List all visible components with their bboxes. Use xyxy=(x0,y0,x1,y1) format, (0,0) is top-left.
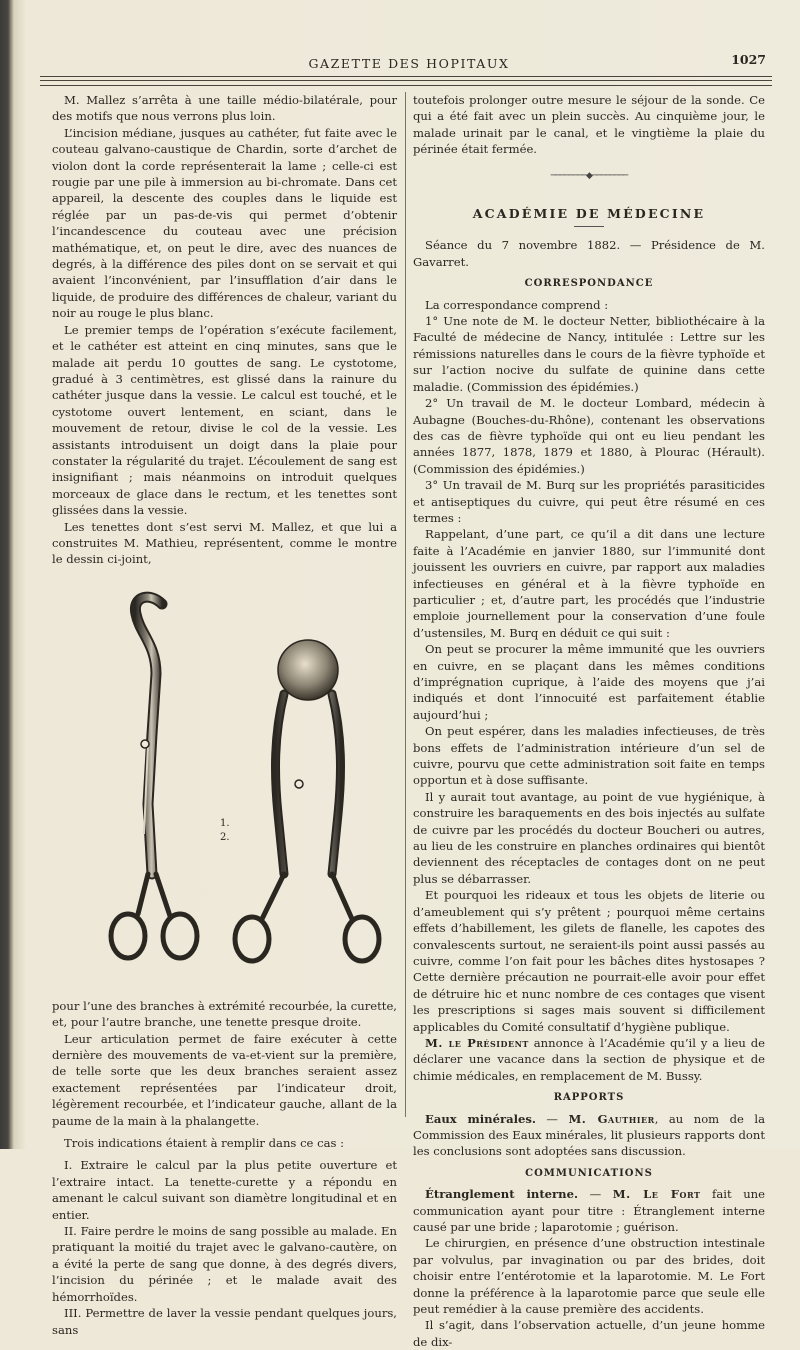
paragraph: Trois indications étaient à remplir dans ce cas : xyxy=(64,1136,345,1151)
paragraph: Eaux minérales. — M. Gauthier, au nom de la Commission des Eaux minérales, lit plusieurs rapports dont les conclusions sont adoptées sans discussion. xyxy=(413,1111,766,1159)
seance-line: Séance du 7 novembre 1882. — Présidence de M. Gavarret. xyxy=(413,238,765,269)
paragraph: L’incision médiane, jusques au cathéter, fut faite avec le couteau galvano-caustique de Chardin, sorte d’archet de violon dont la corde représenterait la lame ; celle-ci est rougie par une pile à immersion au bi-chromate. Dans cet appareil, la descente des couples dans le liquide est réglée par un pas-de-vis qui permet d’obtenir l’incandescence du couteau avec une précision mathématique, et, on peut le dire, avec des nuances de degrés, à la différence des piles dont on se servait et qui avaient l’inconvénient, par l’insufflation d’air dans le liquide, de produire des différences de chaleur, variant du noir au rouge le plus blanc. xyxy=(52,125,397,321)
subsection-title: COMMUNICATIONS xyxy=(525,1167,653,1179)
paragraph: Le premier temps de l’opération s’exécute facilement, et le cathéter est atteint en cinq minutes, sans que le malade ait perdu 10 gouttes de sang. Le cystotome, gradué à 3 centimètres, est glissé dans la rainure du cathéter jusque dans la vessie. Le calcul est touché, et le cystotome ouvert lentement, en sciant, dans le mouvement de retour, divise le col de la vessie. Les assistants introduisent un doigt dans la plaie pour constater la régularité du trajet. L’écoulement de sang est insignifiant ; mais néanmoins on introduit quelques morceaux de glace dans le rectum, et les tenettes sont glissées dans la vessie. xyxy=(52,322,397,518)
right-column xyxy=(413,92,765,1350)
paragraph: La correspondance comprend : xyxy=(425,297,609,312)
topic-title: Eaux minérales. xyxy=(425,1111,536,1126)
paragraph: 3° Un travail de M. Burq sur les propriétés parasiticides et antiseptiques du cuivre, qui peut être résumé en ces termes : xyxy=(413,478,765,525)
forceps-drawing xyxy=(52,574,397,994)
tenette-forceps xyxy=(235,640,379,961)
paragraph: Rappelant, d’une part, ce qu’il a dit dans une lecture faite à l’Académie en janvier 1880, sur l’immunité dont jouissent les ouvriers en cuivre, par rapport aux maladies infectieuses en général et à la fièvre typhoïde en particulier ; et, d’autre part, les procédés que l’industrie emploie journellement pour la conservation d’une foule d’ustensiles, M. Burq en déduit ce qui suit : xyxy=(413,527,765,640)
paragraph: Les tenettes dont s’est servi M. Mallez, et que lui a construites M. Mathieu, représentent, comme le montre le dessin ci-joint, xyxy=(52,519,397,567)
column-divider xyxy=(405,92,406,1117)
paragraph: Et pourquoi les rideaux et tous les objets de literie ou d’ameublement qui s’y prêtent ; pourquoi même certains effets d’habillement, les gilets de flanelle, les capotes des convalescents surtout, ne seraient-ils point aussi passés au cuivre, comme l’on fait pour les bâches dites hystosapes ? Cette dernière précaution ne pourrait-elle avoir pour effet de détruire hic et nunc nombre de ces contages que visent les prescriptions si sages mais souvent si difficilement applicables du Comité consultatif d’hygiène publique. xyxy=(413,888,765,1034)
speaker-name: M. le Président xyxy=(425,1035,529,1050)
header-rule xyxy=(40,80,772,81)
paragraph: M. le Président annonce à l’Académie qu’il y a lieu de déclarer une vacance dans la section de physique et de chimie médicales, en remplacement de M. Bussy. xyxy=(413,1035,765,1083)
figure-label: 2. xyxy=(220,831,230,843)
paragraph: Le chirurgien, en présence d’une obstruction intestinale par volvulus, par invagination ou par des brides, doit choisir entre l’entérotomie et la laparotomie. M. Le Fort donne la préférence à la laparotomie parce que seule elle peut remédier à la cause première des accidents. xyxy=(413,1236,765,1317)
paragraph: 1° Une note de M. le docteur Netter, bibliothécaire à la Faculté de médecine de Nancy, intitulée : Lettre sur les rémissions naturelles dans le cours de la fièvre typhoïde et sur l’action nocive du sulfate de quinine dans cette maladie. (Commission des épidémies.) xyxy=(413,314,765,394)
paragraph: Il s’agit, dans l’observation actuelle, d’un jeune homme de dix- xyxy=(413,1318,765,1349)
header-rule xyxy=(40,76,772,77)
paragraph: I. Extraire le calcul par la plus petite ouverture et l’extraire intact. La tenette-curette y a répondu en amenant le calcul suivant son diamètre longitudinal et en entier. xyxy=(52,1158,397,1222)
paragraph: pour l’une des branches à extrémité recourbée, la curette, et, pour l’autre branche, une tenette presque droite. xyxy=(52,998,397,1030)
page-number: 1027 xyxy=(731,52,766,67)
paragraph: II. Faire perdre le moins de sang possible au malade. En pratiquant la moitié du trajet avec le galvano-cautère, on a évité la perte de sang que donne, à des degrés divers, l’incision du périnée ; et le malade avait des hémorrhoïdes. xyxy=(52,1224,397,1304)
subsection-title: CORRESPONDANCE xyxy=(524,278,654,290)
calculus-stone xyxy=(278,640,338,700)
paragraph: III. Permettre de laver la vessie pendant quelques jours, sans xyxy=(52,1306,397,1337)
title-rule xyxy=(574,226,604,227)
paragraph: M. Mallez s’arrêta à une taille médio-bilatérale, pour des motifs que nous verrons plus loin. xyxy=(52,93,397,124)
forceps-illustration xyxy=(52,574,397,994)
speaker-name: M. Gauthier xyxy=(568,1111,655,1126)
paragraph: On peut espérer, dans les maladies infectieuses, de très bons effets de l’administration intérieure d’un sel de cuivre, pourvu que cette administration soit faite en temps opportun et à dose suffisante. xyxy=(413,724,765,788)
curette-forceps xyxy=(111,597,197,958)
ornament-divider: ────────◆──────── xyxy=(550,170,628,181)
figure-label: 1. xyxy=(220,817,230,829)
paragraph: 2° Un travail de M. le docteur Lombard, médecin à Aubagne (Bouches-du-Rhône), contenant les observations des cas de fièvre typhoïde qui ont eu lieu pendant les années 1877, 1878, 1879 et 1880, à Plourac (Hérault). (Commission des épidémies.) xyxy=(413,396,765,476)
speaker-name: M. Le Fort xyxy=(612,1187,701,1202)
paragraph: On peut se procurer la même immunité que les ouvriers en cuivre, en se plaçant dans les mêmes conditions d’imprégnation cuprique, à l’aide des moyens que j’ai indiqués et dont l’innocuité est parfaitement établie aujourd’hui ; xyxy=(413,642,765,722)
paragraph: Étranglement interne. — M. Le Fort fait une communication ayant pour titre : Étranglement interne causé par une bride ; laparotomie ; guérison. xyxy=(413,1187,766,1234)
paragraph: Leur articulation permet de faire exécuter à cette dernière des mouvements de va-et-vient sur la première, de telle sorte que les deux branches seraient assez exactement représentées par l’indicateur droit, légèrement recourbée, et l’indicateur gauche, allant de la paume de la main à la phalangette. xyxy=(52,1031,397,1128)
header-rule xyxy=(40,85,772,86)
subsection-title: RAPPORTS xyxy=(553,1092,625,1104)
paragraph: toutefois prolonger outre mesure le séjour de la sonde. Ce qui a été fait avec un plein succès. Au cinquième jour, le malade urinait par le canal, et le vingtième la plaie du périnée était fermée. xyxy=(413,93,765,157)
paragraph: Il y aurait tout avantage, au point de vue hygiénique, à construire les baraquements en des bois injectés au sulfate de cuivre par les procédés du docteur Boucheri ou autres, au lieu de les construire en planches ordinaires qui bientôt deviennent des réceptacles de contages dont on ne peut plus se débarrasser. xyxy=(413,789,765,886)
page-header xyxy=(48,52,770,74)
left-column xyxy=(52,92,397,1338)
section-title: ACADÉMIE DE MÉDECINE xyxy=(472,206,706,222)
journal-title: GAZETTE DES HOPITAUX xyxy=(308,56,510,71)
topic-title: Étranglement interne. xyxy=(425,1187,579,1202)
